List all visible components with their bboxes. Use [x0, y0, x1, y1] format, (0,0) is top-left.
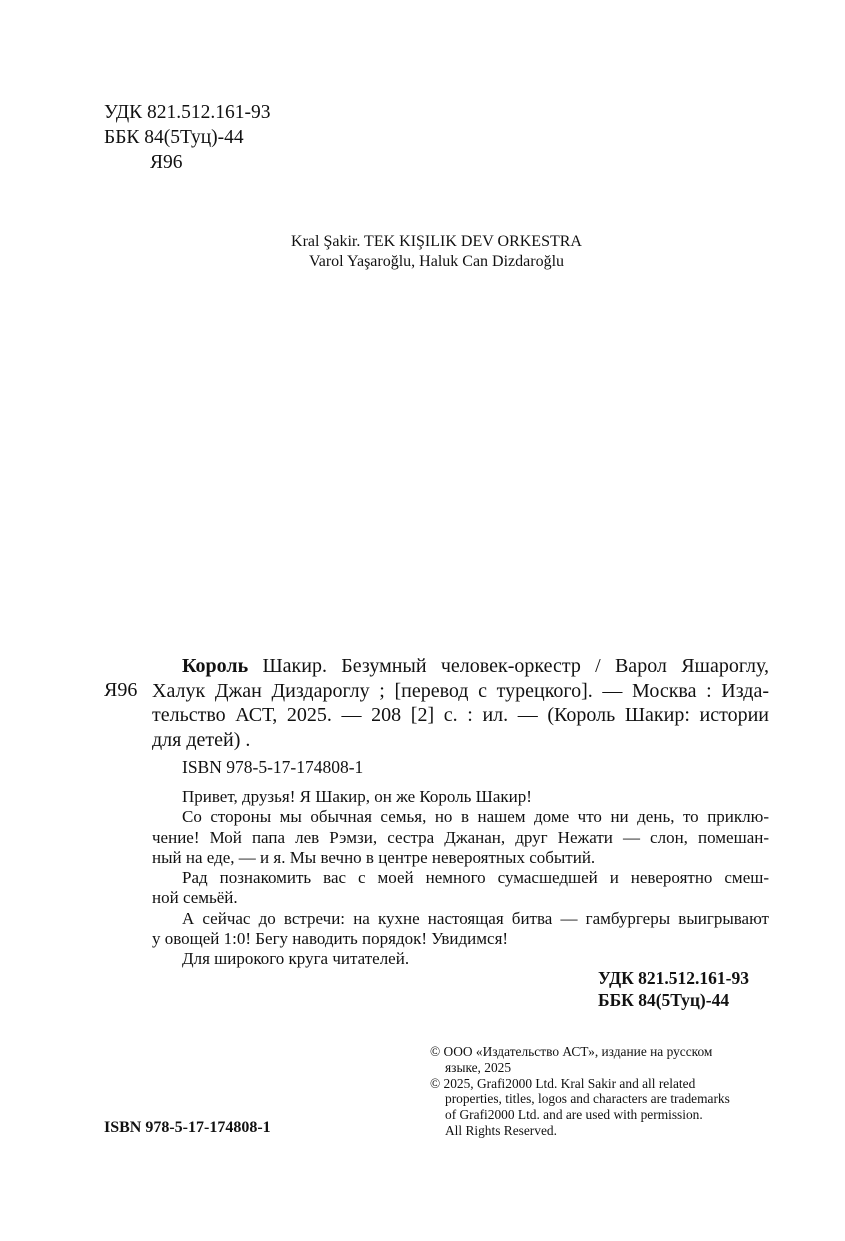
- annotation-line: ной семьёй.: [152, 888, 238, 908]
- catalog-entry-line-1: [152, 654, 769, 679]
- annotation-line: ный на еде, — и я. Мы вечно в центре невероятных событий.: [152, 847, 596, 867]
- copyright-line: © 2025, Grafi2000 Ltd. Kral Sakir and all related: [430, 1075, 696, 1091]
- original-title: Kral Şakir. TEK KIŞILIK DEV ORKESTRA: [291, 233, 582, 250]
- bottom-udk-code: УДК 821.512.161-93: [598, 968, 750, 988]
- catalog-entry-line-4: для детей) .: [152, 728, 251, 751]
- copyright-line: языке, 2025: [445, 1059, 512, 1075]
- annotation-line: чение! Мой папа лев Рэмзи, сестра Джанан, друг Нежати — слон, помешан-: [152, 827, 769, 847]
- original-authors: Varol Yaşaroğlu, Haluk Can Dizdaroğlu: [308, 253, 565, 270]
- bottom-isbn: ISBN 978-5-17-174808-1: [104, 1119, 271, 1136]
- catalog-entry-title: Шакир. Безумный человек-оркестр / Варол Яшароглу,: [248, 655, 769, 677]
- catalog-entry-author: Король: [182, 655, 249, 677]
- isbn-line: ISBN 978-5-17-174808-1: [182, 757, 364, 777]
- annotation-line: Со стороны мы обычная семья, но в нашем доме что ни день, то приклю-: [182, 807, 769, 827]
- annotation-line: Рад познакомить вас с моей немного сумасшедшей и невероятно смеш-: [182, 868, 769, 888]
- catalog-author-mark: Я96: [104, 679, 138, 701]
- bottom-bbk-code: ББК 84(5Туц)-44: [598, 990, 730, 1010]
- copyright-line: All Rights Reserved.: [445, 1122, 557, 1138]
- udk-code: УДК 821.512.161-93: [104, 102, 271, 123]
- annotation-line: А сейчас до встречи: на кухне настоящая битва — гамбургеры выигрывают: [182, 908, 769, 928]
- catalog-entry: [152, 654, 769, 752]
- annotation: [152, 787, 769, 970]
- header-classification-codes: [104, 100, 271, 175]
- audience-line: Для широкого круга читателей.: [182, 949, 410, 969]
- copyright-line: of Grafi2000 Ltd. and are used with permission.: [445, 1107, 703, 1123]
- original-title-block: [0, 232, 845, 272]
- copyright-block: [430, 1044, 775, 1139]
- bbk-code: ББК 84(5Туц)-44: [104, 127, 244, 148]
- catalog-entry-line-2: Халук Джан Диздароглу ; [перевод с турецкого]. — Москва : Изда-: [152, 679, 769, 702]
- copyright-line: © ООО «Издательство АСТ», издание на русском: [430, 1044, 713, 1059]
- copyright-line: properties, titles, logos and characters are trademarks: [445, 1091, 730, 1107]
- catalog-entry-line-3: тельство АСТ, 2025. — 208 [2] с. : ил. — (Король Шакир: истории: [152, 704, 769, 726]
- annotation-line: Привет, друзья! Я Шакир, он же Король Шакир!: [182, 787, 532, 806]
- author-mark: Я96: [150, 152, 183, 173]
- annotation-line: у овощей 1:0! Бегу наводить порядок! Увидимся!: [152, 929, 509, 949]
- bottom-classification-codes: [598, 967, 749, 1011]
